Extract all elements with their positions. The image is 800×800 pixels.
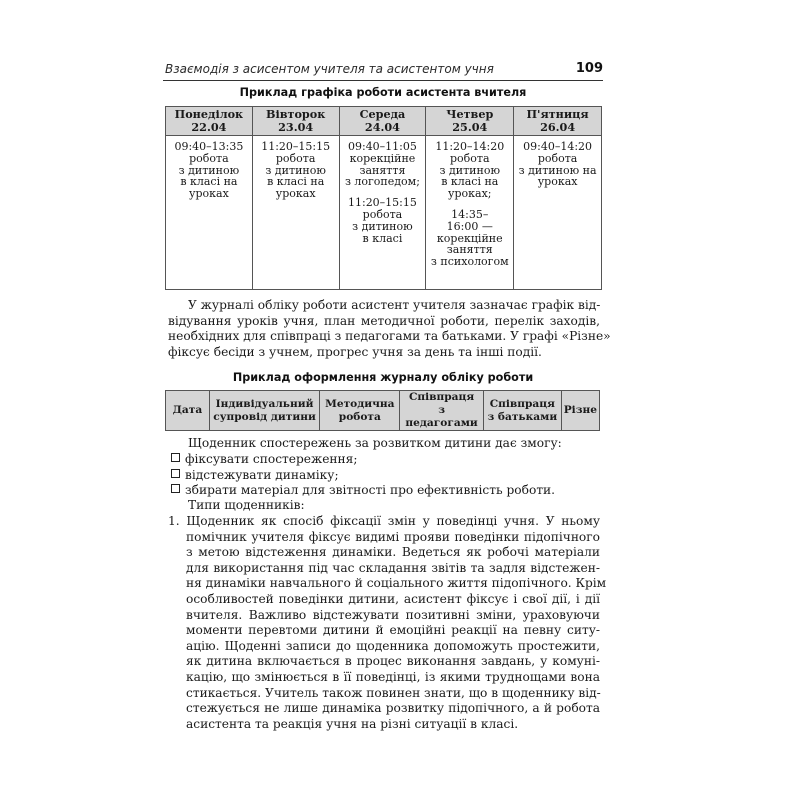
schedule-body-row bbox=[166, 136, 602, 290]
schedule-table bbox=[165, 106, 602, 290]
schedule-cell: 11:20–15:15 робота з дитиною в класі на уроках bbox=[252, 136, 339, 290]
schedule-cell: 09:40–14:20 робота з дитиною на уроках bbox=[514, 136, 602, 290]
schedule-col-header: Четвер 25.04 bbox=[426, 107, 514, 136]
paragraph-line: моменти перевтоми дитини й емоційні реакції на певну ситу- bbox=[186, 623, 600, 638]
paragraph-line: стикається. Учитель також повинен знати, що в щоденнику від- bbox=[186, 685, 601, 700]
list-item: збирати матеріал для звітності про ефективність роботи. bbox=[171, 483, 601, 499]
paragraph-line: необхідних для співпраці з педагогами та батьками. У графі «Різне» bbox=[168, 329, 611, 344]
journal-col-header: Методична робота bbox=[320, 391, 400, 431]
page-number: 109 bbox=[575, 61, 603, 76]
running-header-title: Взаємодія з асисентом учителя та асистентом учня bbox=[165, 62, 494, 76]
list-item: відстежувати динаміку; bbox=[171, 468, 601, 484]
journal-table bbox=[165, 390, 600, 431]
schedule-col-header: Вівторок 23.04 bbox=[252, 107, 339, 136]
journal-col-header: Різне bbox=[561, 391, 599, 431]
paragraph-line: як дитина включається в процес виконання завдань, у комуні- bbox=[186, 654, 600, 669]
bullet-list bbox=[171, 452, 601, 499]
diary-intro: Щоденник спостережень за розвитком дитини дає змогу: bbox=[188, 436, 562, 450]
square-bullet-icon bbox=[171, 484, 180, 493]
paragraph-line: стежується не лише динаміка розвитку підопічного, а й робота bbox=[186, 701, 600, 716]
journal-header-row bbox=[166, 391, 600, 431]
journal-col-header: Дата bbox=[166, 391, 210, 431]
paragraph-line: відування уроків учня, план методичної роботи, перелік заходів, bbox=[168, 313, 600, 328]
diary-types-label: Типи щоденників: bbox=[188, 498, 305, 512]
schedule-cell: 09:40–13:35 робота з дитиною в класі на уроках bbox=[166, 136, 253, 290]
paragraph-line: 1. Щоденник як спосіб фіксації змін у поведінці учня. У ньому bbox=[168, 514, 600, 528]
journal-col-header: Співпраця з педагогами bbox=[400, 391, 484, 431]
square-bullet-icon bbox=[171, 469, 180, 478]
paragraph-line: ацію. Щоденні записи до щоденника допоможуть простежити, bbox=[186, 638, 600, 653]
paragraph-line: кацію, що змінюється в її поведінці, із якими труднощами вона bbox=[186, 669, 600, 684]
paragraph-line: фіксує бесіди з учнем, прогрес учня за день та інші події. bbox=[168, 344, 542, 359]
journal-col-header: Співпраця з батьками bbox=[483, 391, 561, 431]
paragraph-line: для використання під час складання звітів та задля відстежен- bbox=[186, 560, 600, 575]
schedule-caption: Приклад графіка роботи асистента вчителя bbox=[239, 86, 527, 99]
list-item: фіксувати спостереження; bbox=[171, 452, 601, 468]
schedule-col-header: П'ятниця 26.04 bbox=[514, 107, 602, 136]
numbered-item-1 bbox=[168, 514, 607, 732]
journal-col-header: Індивідуальний супровід дитини bbox=[209, 391, 320, 431]
paragraph-line: асистента та реакція учня на різні ситуації в класі. bbox=[186, 716, 519, 731]
square-bullet-icon bbox=[171, 453, 180, 462]
journal-caption: Приклад оформлення журналу обліку роботи bbox=[232, 371, 534, 384]
running-header bbox=[163, 60, 603, 80]
paragraph-line: помічник учителя фіксує видимі прояви поведінки підопічного bbox=[186, 529, 600, 544]
paragraph-line: з метою відстеження динаміки. Ведеться як робочі матеріали bbox=[186, 545, 600, 560]
paragraph-line: вчителя. Важливо відстежувати позитивні зміни, ураховуючи bbox=[186, 607, 600, 622]
paragraph-line: особливостей поведінки дитини, асистент фіксує і свої дії, і дії bbox=[186, 591, 600, 606]
header-rule bbox=[163, 80, 603, 81]
schedule-col-header: Понеділок 22.04 bbox=[166, 107, 253, 136]
paragraph-line: У журналі обліку роботи асистент учителя зазначає графік від- bbox=[188, 298, 601, 312]
schedule-cell: 09:40–11:05 корекційне заняття з логопедом; 11:20–15:15 робота з дитиною в класі bbox=[339, 136, 426, 290]
paragraph-journal bbox=[168, 298, 611, 360]
schedule-col-header: Середа 24.04 bbox=[339, 107, 426, 136]
schedule-cell: 11:20–14:20 робота з дитиною в класі на уроках; 14:35– 16:00 — корекційне заняття з психологом bbox=[426, 136, 514, 290]
paragraph-line: ня динаміки навчального й соціального життя підопічного. Крім bbox=[186, 576, 607, 591]
schedule-header-row bbox=[166, 107, 602, 136]
